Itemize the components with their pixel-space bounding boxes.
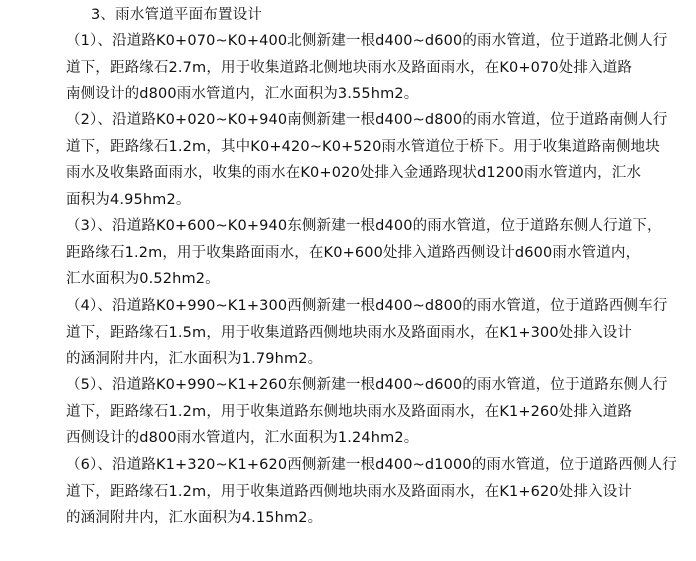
paragraph-line: 道下，距路缘石1.5m，用于收集道路西侧地块雨水及路面雨水，在K1+300处排入设计 (66, 324, 633, 341)
paragraph-4 (66, 293, 668, 373)
paragraph-3 (66, 213, 662, 293)
paragraph-2 (66, 107, 668, 213)
paragraph-line: （6）、沿道路K1+320~K1+620西侧新建一根d400~d1000的雨水管道，位于道路西侧人行 (66, 457, 677, 473)
paragraph-line: 西侧设计的d800雨水管道内，汇水面积为1.24hm2。 (66, 430, 419, 446)
paragraph-line: 的涵洞附井内，汇水面积为4.15hm2。 (66, 510, 323, 526)
paragraph-line: 雨水及收集路面雨水，收集的雨水在K0+020处排入金通路现状d1200雨水管道内，汇水 (66, 165, 642, 181)
paragraph-1 (66, 28, 668, 108)
paragraph-5 (66, 372, 668, 452)
paragraph-line: 道下，距路缘石2.7m，用于收集道路北侧地块雨水及路面雨水，在K0+070处排入道路 (66, 59, 633, 76)
paragraph-line: （1）、沿道路K0+070~K0+400北侧新建一根d400~d600的雨水管道，位于道路北侧人行 (66, 33, 668, 49)
paragraph-line: 南侧设计的d800雨水管道内，汇水面积为3.55hm2。 (66, 86, 419, 102)
paragraph-line: （2）、沿道路K0+020~K0+940南侧新建一根d400~d800的雨水管道，位于道路南侧人行 (66, 112, 668, 128)
paragraph-line: 的涵洞附井内，汇水面积为1.79hm2。 (66, 351, 323, 367)
paragraph-6 (66, 452, 677, 532)
paragraph-line: 道下，距路缘石1.2m，用于收集道路西侧地块雨水及路面雨水，在K1+620处排入设计 (66, 483, 633, 500)
paragraph-line: 道下，距路缘石1.2m，用于收集道路东侧地块雨水及路面雨水，在K1+260处排入道路 (66, 403, 633, 420)
paragraph-line: 汇水面积为0.52hm2。 (66, 271, 220, 287)
paragraph-line: 道下，距路缘石1.2m，其中K0+420~K0+520雨水管道位于桥下。用于收集道路南侧地块 (66, 138, 660, 155)
paragraph-line: 面积为4.95hm2。 (66, 191, 191, 208)
paragraph-line: （5）、沿道路K0+990~K1+260东侧新建一根d400~d600的雨水管道，位于道路东侧人行 (66, 377, 668, 393)
paragraph-line: （4）、沿道路K0+990~K1+300西侧新建一根d400~d800的雨水管道，位于道路西侧车行 (66, 298, 668, 314)
section-heading: 3、雨水管道平面布置设计 (91, 7, 263, 23)
paragraph-line: 距路缘石1.2m，用于收集路面雨水，在K0+600处排入道路西侧设计d600雨水管道内， (66, 244, 641, 261)
paragraph-line: （3）、沿道路K0+600~K0+940东侧新建一根d400的雨水管道，位于道路东侧人行道下， (66, 218, 662, 234)
